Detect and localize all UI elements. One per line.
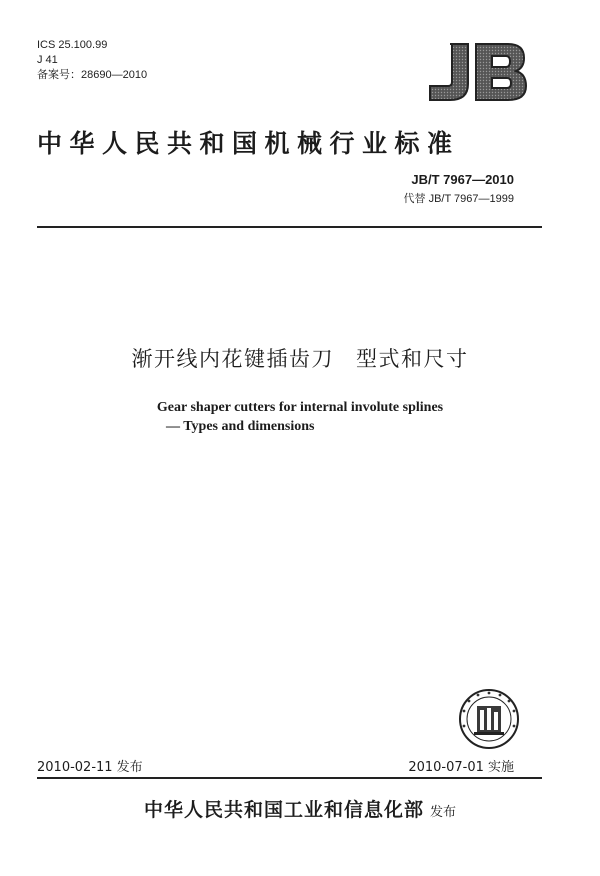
issue-date: 2010-02-11 发布 (37, 760, 143, 775)
document-title-en-line2: — Types and dimensions (166, 419, 315, 434)
industry-standard-title: 中华人民共和国机械行业标准 (37, 129, 460, 158)
replaces-standard: 代替 JB/T 7967—1999 (403, 193, 514, 205)
implementation-date: 2010-07-01 实施 (408, 760, 514, 775)
ics-code: ICS 25.100.99 (37, 39, 108, 51)
title-cn-part1: 渐开线内花键插齿刀 (131, 347, 334, 371)
issuer-suffix: 发布 (430, 805, 457, 820)
classification-code: J 41 (37, 54, 58, 66)
standard-number: JB/T 7967—2010 (411, 172, 514, 187)
title-cn-part2: 型式和尺寸 (356, 347, 469, 371)
issuer-name: 中华人民共和国工业和信息化部 (143, 799, 424, 821)
bottom-rule (37, 777, 542, 779)
issuing-authority (0, 795, 600, 822)
document-title-en-line1: Gear shaper cutters for internal involute splines (156, 400, 444, 415)
document-title-cn (0, 343, 600, 373)
filing-number: 备案号：28690—2010 (37, 69, 148, 81)
jb-logo (422, 40, 532, 104)
top-rule (37, 226, 542, 228)
publisher-seal (458, 688, 520, 750)
